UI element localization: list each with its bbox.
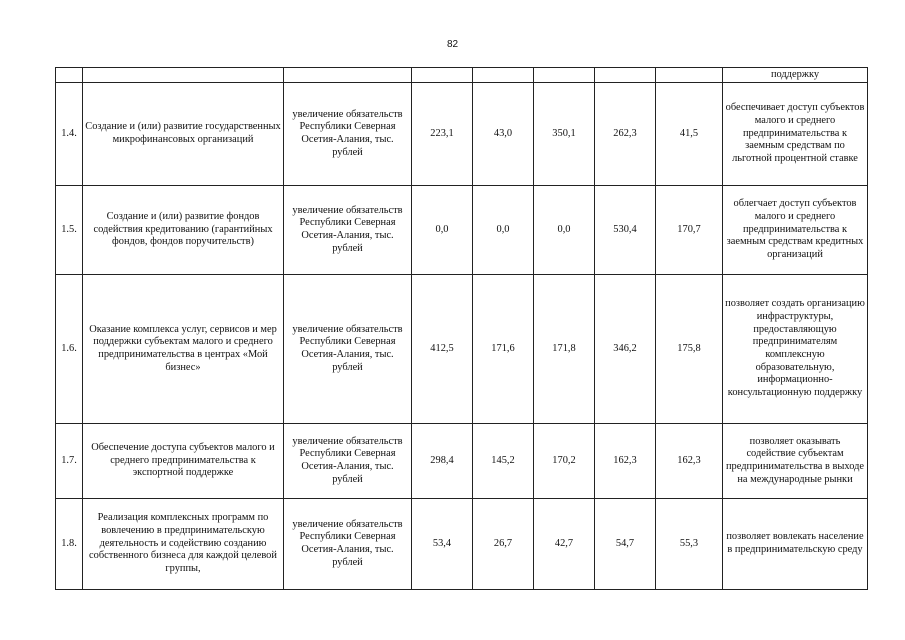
row-number: 1.6. xyxy=(56,275,83,424)
value-cell: 298,4 xyxy=(412,424,473,499)
page-number: 82 xyxy=(446,39,459,50)
effect-cell: облегчает доступ субъектов малого и среднего предпринимательства к заемным средствам кредитных организаций xyxy=(723,186,868,275)
value-cell: 0,0 xyxy=(534,186,595,275)
row-number: 1.7. xyxy=(56,424,83,499)
value-cell: 0,0 xyxy=(473,186,534,275)
value-cell: 170,7 xyxy=(656,186,723,275)
value-cell: 53,4 xyxy=(412,499,473,590)
value-cell: 42,7 xyxy=(534,499,595,590)
value-cell: 162,3 xyxy=(656,424,723,499)
value-cell: 162,3 xyxy=(595,424,656,499)
measure-name: Создание и (или) развитие государственных микрофинансовых организаций xyxy=(83,83,284,186)
effect-cell: позволяет оказывать содействие субъектам предпринимательства в выходе на международные рынки xyxy=(723,424,868,499)
continuation-row xyxy=(56,68,868,83)
row-number: 1.5. xyxy=(56,186,83,275)
value-cell: 350,1 xyxy=(534,83,595,186)
value-cell: 223,1 xyxy=(412,83,473,186)
value-cell: 26,7 xyxy=(473,499,534,590)
effect-cell: позволяет создать организацию инфраструктуры, предоставляющую предпринимателям комплексную образовательную, информационно-консультационную поддержку xyxy=(723,275,868,424)
value-cell: 175,8 xyxy=(656,275,723,424)
value-cell: 55,3 xyxy=(656,499,723,590)
value-cell: 412,5 xyxy=(412,275,473,424)
measure-name: Обеспечение доступа субъектов малого и среднего предпринимательства к экспортной поддержке xyxy=(83,424,284,499)
effect-cell: позволяет вовлекать население в предпринимательскую среду xyxy=(723,499,868,590)
table-row xyxy=(56,424,868,499)
value-cell: 262,3 xyxy=(595,83,656,186)
indicator-cell: увеличение обязательств Республики Северная Осетия-Алания, тыс. рублей xyxy=(284,186,412,275)
value-cell: 346,2 xyxy=(595,275,656,424)
value-cell: 171,8 xyxy=(534,275,595,424)
value-cell: 530,4 xyxy=(595,186,656,275)
measures-table xyxy=(55,67,868,590)
value-cell: 43,0 xyxy=(473,83,534,186)
row-number: 1.4. xyxy=(56,83,83,186)
measure-name: Реализация комплексных программ по вовлечению в предпринимательскую деятельность и содействию созданию собственного бизнеса для каждой целевой группы, xyxy=(83,499,284,590)
measure-name: Оказание комплекса услуг, сервисов и мер поддержки субъектам малого и среднего предпринимательства в центрах «Мой бизнес» xyxy=(83,275,284,424)
table-row xyxy=(56,83,868,186)
indicator-cell: увеличение обязательств Республики Северная Осетия-Алания, тыс. рублей xyxy=(284,275,412,424)
value-cell: 0,0 xyxy=(412,186,473,275)
indicator-cell: увеличение обязательств Республики Северная Осетия-Алания, тыс. рублей xyxy=(284,83,412,186)
indicator-cell: увеличение обязательств Республики Северная Осетия-Алания, тыс. рублей xyxy=(284,499,412,590)
value-cell: 171,6 xyxy=(473,275,534,424)
table-row xyxy=(56,275,868,424)
effect-cell: поддержку xyxy=(723,68,868,83)
value-cell: 54,7 xyxy=(595,499,656,590)
value-cell: 170,2 xyxy=(534,424,595,499)
indicator-cell: увеличение обязательств Республики Северная Осетия-Алания, тыс. рублей xyxy=(284,424,412,499)
value-cell: 145,2 xyxy=(473,424,534,499)
row-number: 1.8. xyxy=(56,499,83,590)
table-row xyxy=(56,499,868,590)
measure-name: Создание и (или) развитие фондов содействия кредитованию (гарантийных фондов, фондов поручительств) xyxy=(83,186,284,275)
effect-cell: обеспечивает доступ субъектов малого и среднего предпринимательства к заемным средствам по льготной процентной ставке xyxy=(723,83,868,186)
table-row xyxy=(56,186,868,275)
value-cell: 41,5 xyxy=(656,83,723,186)
